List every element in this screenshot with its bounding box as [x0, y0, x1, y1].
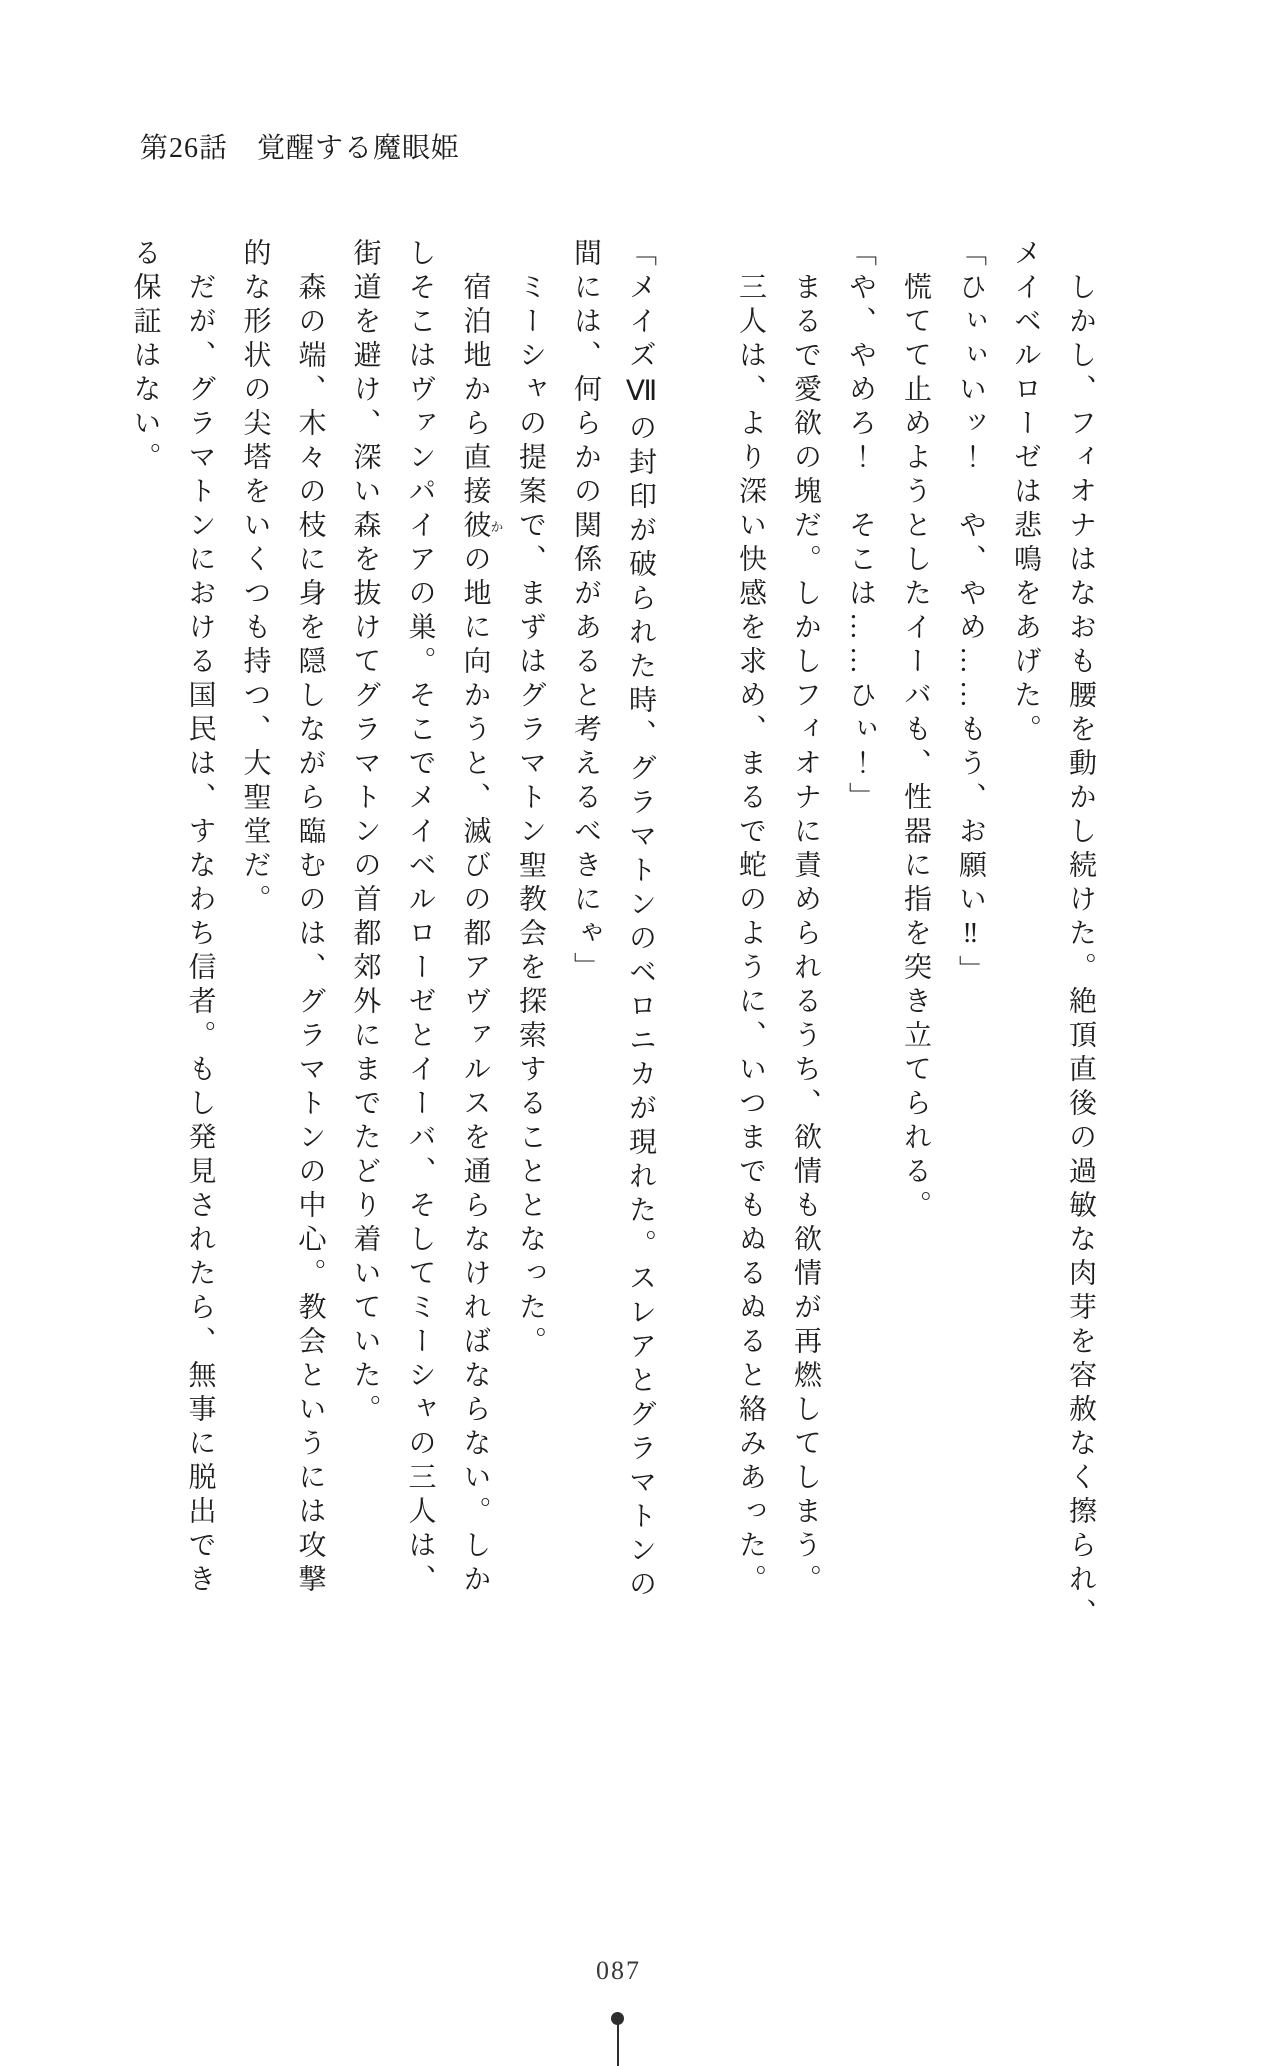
text-line: だが、グラマトンにおける国民は、すなわち信者。もし発見されたら、無事に脱出でき [184, 272, 216, 1598]
text-line: 「や、やめろ！ そこは……ひぃ！」 [845, 238, 876, 816]
page-number: 087 [596, 1956, 641, 1985]
text-line: 慌てて止めようとしたイーバも、性器に指を突き立てられる。 [900, 272, 931, 1224]
text-line: 三人は、より深い快感を求め、まるで蛇のように、いつまでもぬるぬると絡みあった。 [735, 272, 766, 1598]
text-line: 「ひぃぃいッ！ や、やめ……もう、お願い‼」 [955, 238, 986, 989]
chapter-header: 第26話 覚醒する魔眼姫 [140, 133, 461, 164]
footer-line-ornament [617, 2022, 619, 2066]
text-line: 宿泊地から直接彼かの地に向かうと、滅びの都アヴァルスを通らなければならない。しか [459, 272, 504, 1598]
text-line: 的な形状の尖塔をいくつも持つ、大聖堂だ。 [239, 238, 271, 918]
scene-break-line [668, 238, 723, 1878]
text-line: る保証はない。 [129, 238, 161, 476]
ruby-annotation: 彼か [459, 510, 504, 544]
text-line: しかし、フィオナはなおも腰を動かし続けた。絶頂直後の過敏な肉芽を容赦なく擦られ、 [1065, 272, 1096, 1632]
text-line: 「メイズⅦの封印が破られた時、グラマトンのベロニカが現れた。スレアとグラマトンの [625, 238, 656, 1603]
text-line: 間には、何らかの関係があると考えるべきにゃ」 [570, 238, 601, 986]
text-line: 街道を避け、深い森を抜けてグラマトンの首都郊外にまでたどり着いていた。 [349, 238, 381, 1428]
text-line: メイベルローゼは悲鳴をあげた。 [1010, 238, 1041, 748]
text-line: ミーシャの提案で、まずはグラマトン聖教会を探索することとなった。 [515, 272, 546, 1360]
body-text [118, 238, 1109, 1878]
text-line: しそこはヴァンパイアの巣。そこでメイベルローゼとイーバ、そしてミーシャの三人は、 [404, 238, 436, 1598]
text-line: まるで愛欲の塊だ。しかしフィオナに責められるうち、欲情も欲情が再燃してしまう。 [790, 272, 821, 1598]
text-line: 森の端、木々の枝に身を隠しながら臨むのは、グラマトンの中心。教会というには攻撃 [294, 272, 326, 1598]
